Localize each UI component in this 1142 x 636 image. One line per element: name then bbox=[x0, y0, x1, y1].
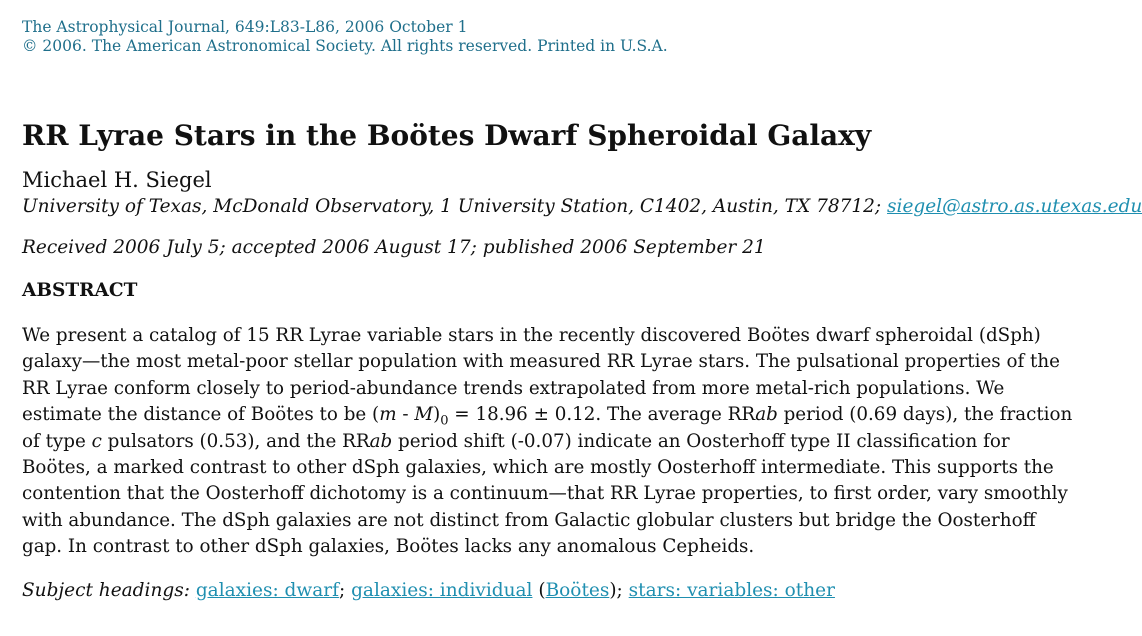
subject-separator: ; bbox=[338, 579, 352, 601]
abstract-text: We present a catalog of 15 RR Lyrae variable stars in the recently discovered Boötes dwarf spheroidal (dSph) galaxy—the most metal-poor stellar population with measured RR Lyrae stars. The pulsational properties of the RR Lyrae conform closely to period-abundance trends extrapolated from more metal-rich populations. We estimate the distance of Boötes to be ( bbox=[22, 325, 1060, 426]
abstract-text: period (0.69 days), the fraction of type bbox=[22, 404, 1073, 452]
abstract-body bbox=[22, 323, 1080, 561]
abstract-var-M: M bbox=[414, 404, 434, 426]
author-affiliation bbox=[22, 194, 1142, 220]
abstract-heading: ABSTRACT bbox=[22, 280, 138, 301]
abstract-text: pulsators (0.53), and the RR bbox=[101, 430, 370, 452]
affiliation-text: University of Texas, McDonald Observatory, 1 University Station, C1402, Austin, TX 78712; bbox=[22, 196, 888, 217]
journal-citation: The Astrophysical Journal, 649:L83-L86, 2006 October 1 bbox=[22, 18, 468, 36]
abstract-ab: ab bbox=[755, 404, 778, 426]
abstract-paren: ) bbox=[433, 404, 441, 426]
abstract-text: period shift (-0.07) indicate an Oosterhoff type II classification for Boötes, a marked contrast to other dSph galaxies, which are mostly Oosterhoff intermediate. This supports the contention that the Oosterhoff dichotomy is a continuum—that RR Lyrae properties, to first order, vary smoothly with abundance. The dSph galaxies are not distinct from Galactic globular clusters but bridge the Oosterhoff gap. In contrast to other dSph galaxies, Boötes lacks any anomalous Cepheids. bbox=[22, 430, 1068, 558]
abstract-subscript: 0 bbox=[440, 413, 449, 429]
subject-link-stars-variables-other[interactable]: stars: variables: other bbox=[628, 579, 835, 601]
author-name: Michael H. Siegel bbox=[22, 168, 212, 192]
subject-link-galaxies-individual[interactable]: galaxies: individual bbox=[351, 579, 533, 601]
abstract-type-c: c bbox=[91, 430, 102, 452]
subject-link-galaxies-dwarf[interactable]: galaxies: dwarf bbox=[195, 579, 339, 601]
subject-separator: ); bbox=[609, 579, 629, 601]
subject-link-bootes[interactable]: Boötes bbox=[545, 579, 610, 601]
publication-dates: Received 2006 July 5; accepted 2006 August 17; published 2006 September 21 bbox=[22, 237, 766, 258]
abstract-ab: ab bbox=[369, 430, 393, 452]
subject-headings-label: Subject headings: bbox=[22, 579, 190, 601]
subject-separator: ( bbox=[532, 579, 546, 601]
copyright-notice: © 2006. The American Astronomical Society. All rights reserved. Printed in U.S.A. bbox=[22, 37, 668, 55]
abstract-minus: - bbox=[396, 404, 415, 426]
article-title: RR Lyrae Stars in the Boötes Dwarf Spheroidal Galaxy bbox=[22, 119, 872, 152]
abstract-var-m: m bbox=[379, 404, 397, 426]
author-email-link[interactable]: siegel@astro.as.utexas.edu bbox=[887, 196, 1142, 217]
article-page bbox=[22, 18, 1142, 604]
subject-headings bbox=[22, 578, 1080, 604]
abstract-text: = 18.96 ± 0.12. The average RR bbox=[448, 404, 756, 426]
